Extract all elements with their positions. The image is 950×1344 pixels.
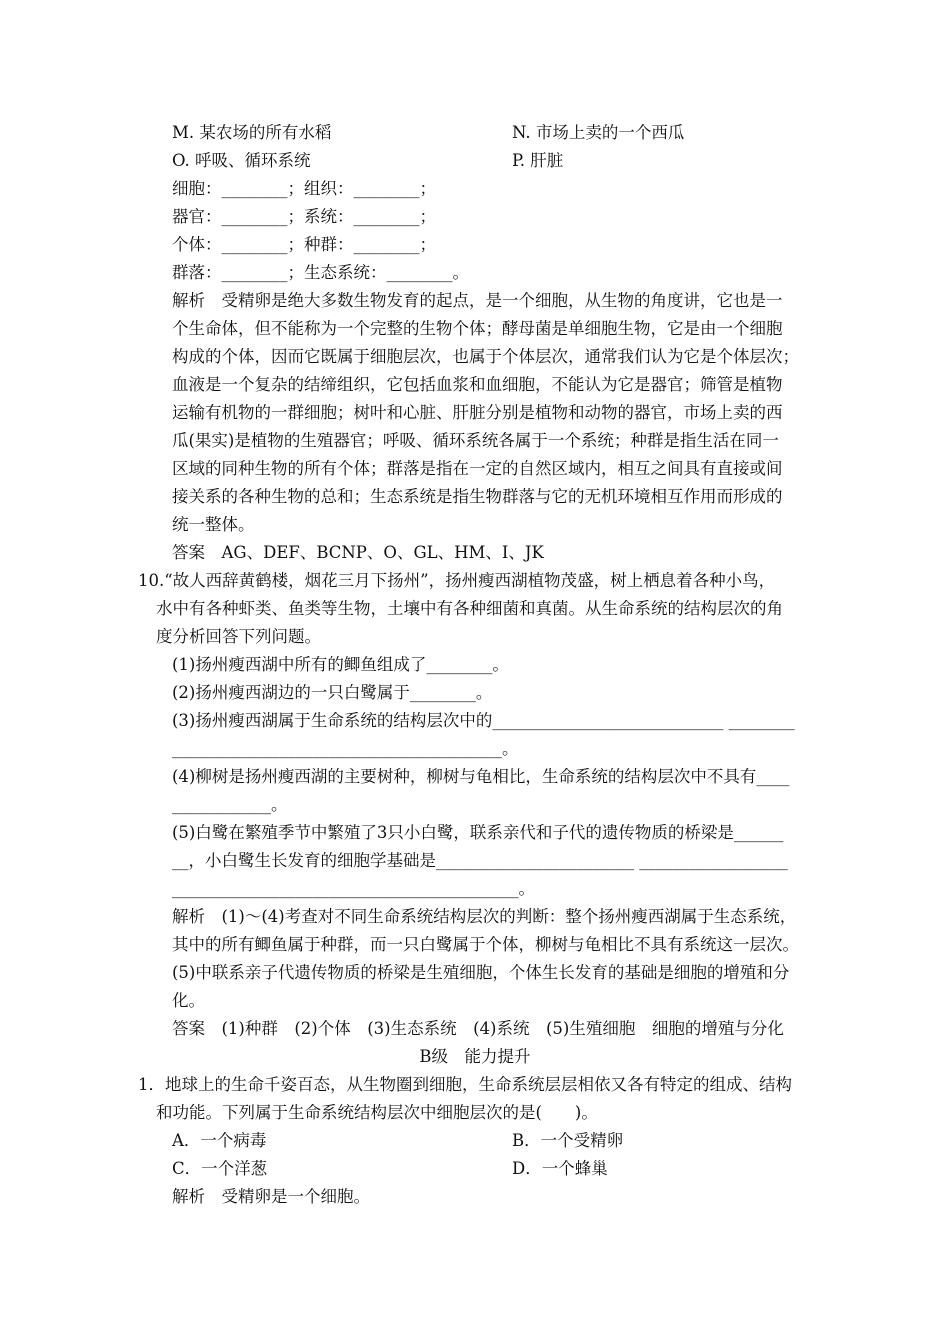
section-heading: B级 能力提升	[419, 1047, 531, 1066]
option-a: A．一个病毒	[172, 1131, 267, 1150]
option-p: P. 肝脏	[512, 151, 564, 170]
question-line: 和功能。下列属于生命系统结构层次中细胞层次的是( )。	[156, 1103, 598, 1122]
analysis-line: (5)中联系亲子代遗传物质的桥梁是生殖细胞，个体生长发育的基础是细胞的增殖和分	[172, 963, 790, 982]
question-10: 10.“故人西辞黄鹤楼，烟花三月下扬州”，扬州瘦西湖植物茂盛，树上栖息着各种小鸟，	[138, 571, 776, 590]
analysis-line: 统一整体。	[172, 515, 255, 534]
analysis-line: 血液是一个复杂的结缔组织，它包括血浆和血细胞，不能认为它是器官；筛管是植物	[172, 375, 783, 394]
blank-line: 个体：________；种群：________；	[172, 235, 436, 254]
analysis-line: 瓜(果实)是植物的生殖器官；呼吸、循环系统各属于一个系统；种群是指生活在同一	[172, 431, 779, 450]
option-m: M. 某农场的所有水稻	[172, 123, 332, 142]
analysis-line: 接关系的各种生物的总和；生态系统是指生物群落与它的无机环境相互作用而形成的	[172, 487, 783, 506]
option-o: O. 呼吸、循环系统	[172, 151, 311, 170]
analysis-line: 运输有机物的一群细胞；树叶和心脏、肝脏分别是植物和动物的器官，市场上卖的西	[172, 403, 783, 422]
sub-question-5: (5)白鹭在繁殖季节中繁殖了3只小白鹭，联系亲代和子代的遗传物质的桥梁是______	[172, 823, 784, 842]
answer-line: 答案 AG、DEF、BCNP、O、GL、HM、I、JK	[172, 543, 544, 562]
blank-line: 群落：________；生态系统：________。	[172, 263, 469, 282]
analysis-line: 解析 受精卵是绝大多数生物发育的起点，是一个细胞，从生物的角度讲，它也是一	[172, 291, 783, 310]
analysis-line: 其中的所有鲫鱼属于种群，而一只白鹭属于个体，柳树与龟相比不具有系统这一层次。	[172, 935, 799, 954]
blank-line: 细胞：________；组织：________；	[172, 179, 436, 198]
sub-question-line: ________________________________________。	[172, 739, 519, 758]
answer-line: 答案 (1)种群 (2)个体 (3)生态系统 (4)系统 (5)生殖细胞 细胞的增殖与分化	[172, 1019, 784, 1038]
option-c: C．一个洋葱	[172, 1159, 268, 1178]
question-line: 度分析回答下列问题。	[156, 627, 321, 646]
analysis-line: 区域的同种生物的所有个体；群落是指在一定的自然区域内，相互之间具有直接或间	[172, 459, 783, 478]
analysis-line: 构成的个体，因而它既属于细胞层次，也属于个体层次，通常我们认为它是个体层次；	[172, 347, 799, 366]
analysis-line: 解析 (1)～(4)考查对不同生命系统结构层次的判断：整个扬州瘦西湖属于生态系统，	[172, 907, 797, 926]
sub-question-4: (4)柳树是扬州瘦西湖的主要树种，柳树与龟相比，生命系统的结构层次中不具有____	[172, 767, 790, 786]
blank-line: 器官：________；系统：________；	[172, 207, 436, 226]
sub-question-2: (2)扬州瘦西湖边的一只白鹭属于________。	[172, 683, 493, 702]
analysis-line: 个生命体，但不能称为一个完整的生物个体；酵母菌是单细胞生物，它是由一个细胞	[172, 319, 783, 338]
sub-question-1: (1)扬州瘦西湖中所有的鲫鱼组成了________。	[172, 655, 509, 674]
option-n: N. 市场上卖的一个西瓜	[512, 123, 685, 142]
analysis-line: 解析 受精卵是一个细胞。	[172, 1187, 370, 1206]
sub-question-line: ____________。	[172, 795, 288, 814]
analysis-line: 化。	[172, 991, 205, 1010]
option-b: B．一个受精卵	[512, 1131, 624, 1150]
sub-question-line: __________________________________________。	[172, 879, 535, 898]
option-d: D．一个蜂巢	[512, 1159, 608, 1178]
question-line: 水中有各种虾类、鱼类等生物，土壤中有各种细菌和真菌。从生命系统的结构层次的角	[156, 599, 783, 618]
question-1: 1．地球上的生命千姿百态，从生物圈到细胞，生命系统层层相依又各有特定的组成、结构	[138, 1075, 792, 1094]
sub-question-3: (3)扬州瘦西湖属于生命系统的结构层次中的____________________________ ________	[172, 711, 795, 730]
sub-question-line: __，小白鹭生长发育的细胞学基础是________________________ __________________	[172, 851, 788, 870]
